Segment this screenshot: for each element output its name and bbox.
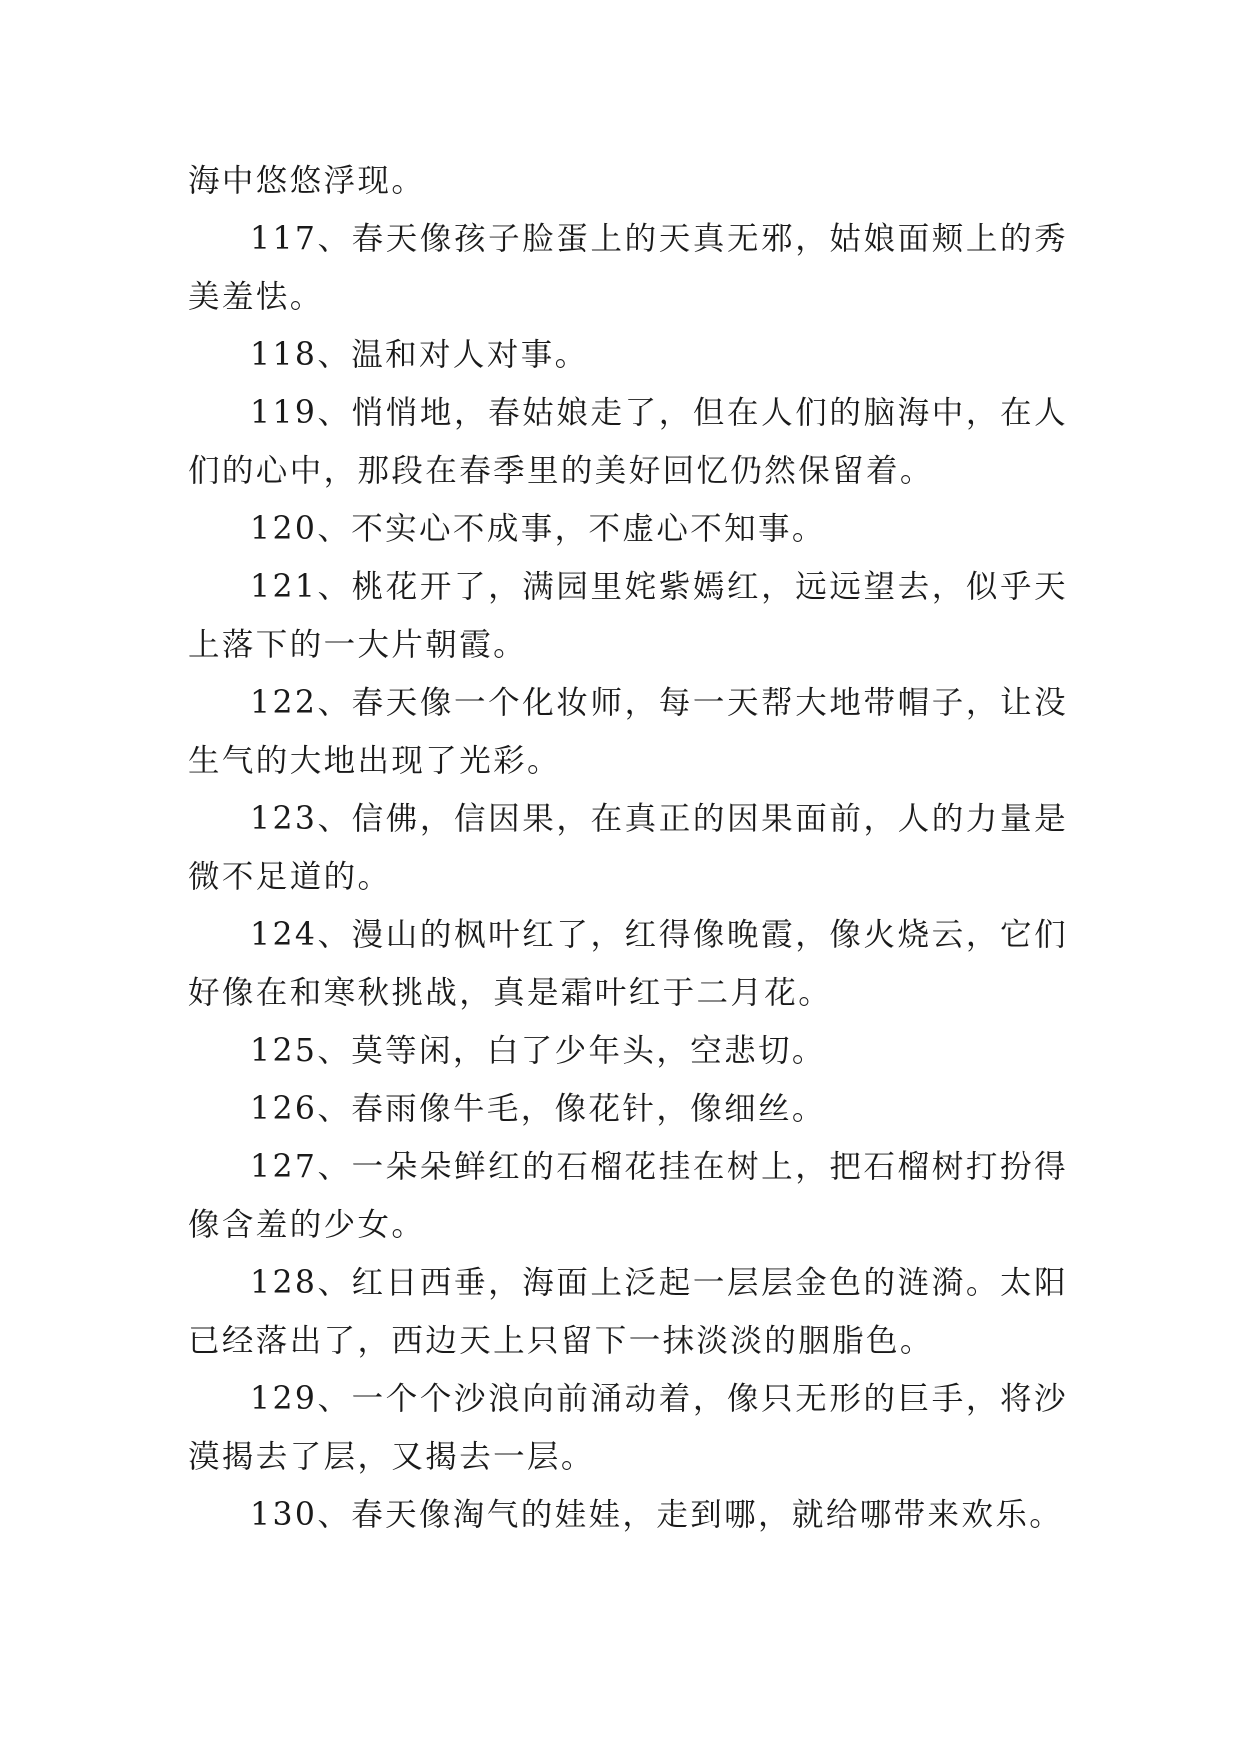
paragraph-continuation: 海中悠悠浮现。 xyxy=(188,163,426,199)
paragraph-120: 120、不实心不成事，不虚心不知事。 xyxy=(250,511,826,547)
paragraph-124: 124、漫山的枫叶红了，红得像晚霞，像火烧云，它们好像在和寒秋挑战，真是霜叶红于二月花。 xyxy=(188,917,1068,1011)
paragraph-125: 125、莫等闲，白了少年头，空悲切。 xyxy=(250,1033,826,1069)
paragraph-119: 119、悄悄地，春姑娘走了，但在人们的脑海中，在人们的心中，那段在春季里的美好回忆仍然保留着。 xyxy=(188,395,1068,489)
paragraph-122: 122、春天像一个化妆师，每一天帮大地带帽子，让没生气的大地出现了光彩。 xyxy=(188,685,1068,779)
paragraph-121: 121、桃花开了，满园里姹紫嫣红，远远望去，似乎天上落下的一大片朝霞。 xyxy=(188,569,1068,663)
paragraph-129: 129、一个个沙浪向前涌动着，像只无形的巨手，将沙漠揭去了层，又揭去一层。 xyxy=(188,1381,1068,1475)
paragraph-127: 127、一朵朵鲜红的石榴花挂在树上，把石榴树打扮得像含羞的少女。 xyxy=(188,1149,1068,1243)
paragraph-117: 117、春天像孩子脸蛋上的天真无邪，姑娘面颊上的秀美羞怯。 xyxy=(188,221,1068,315)
paragraph-123: 123、信佛，信因果，在真正的因果面前，人的力量是微不足道的。 xyxy=(188,801,1068,895)
paragraph-128: 128、红日西垂，海面上泛起一层层金色的涟漪。太阳已经落出了，西边天上只留下一抹淡淡的胭脂色。 xyxy=(188,1265,1068,1359)
document-page xyxy=(188,152,1068,1544)
paragraph-118: 118、温和对人对事。 xyxy=(250,337,589,373)
paragraph-126: 126、春雨像牛毛，像花针，像细丝。 xyxy=(250,1091,826,1127)
paragraph-130: 130、春天像淘气的娃娃，走到哪，就给哪带来欢乐。 xyxy=(250,1497,1064,1533)
